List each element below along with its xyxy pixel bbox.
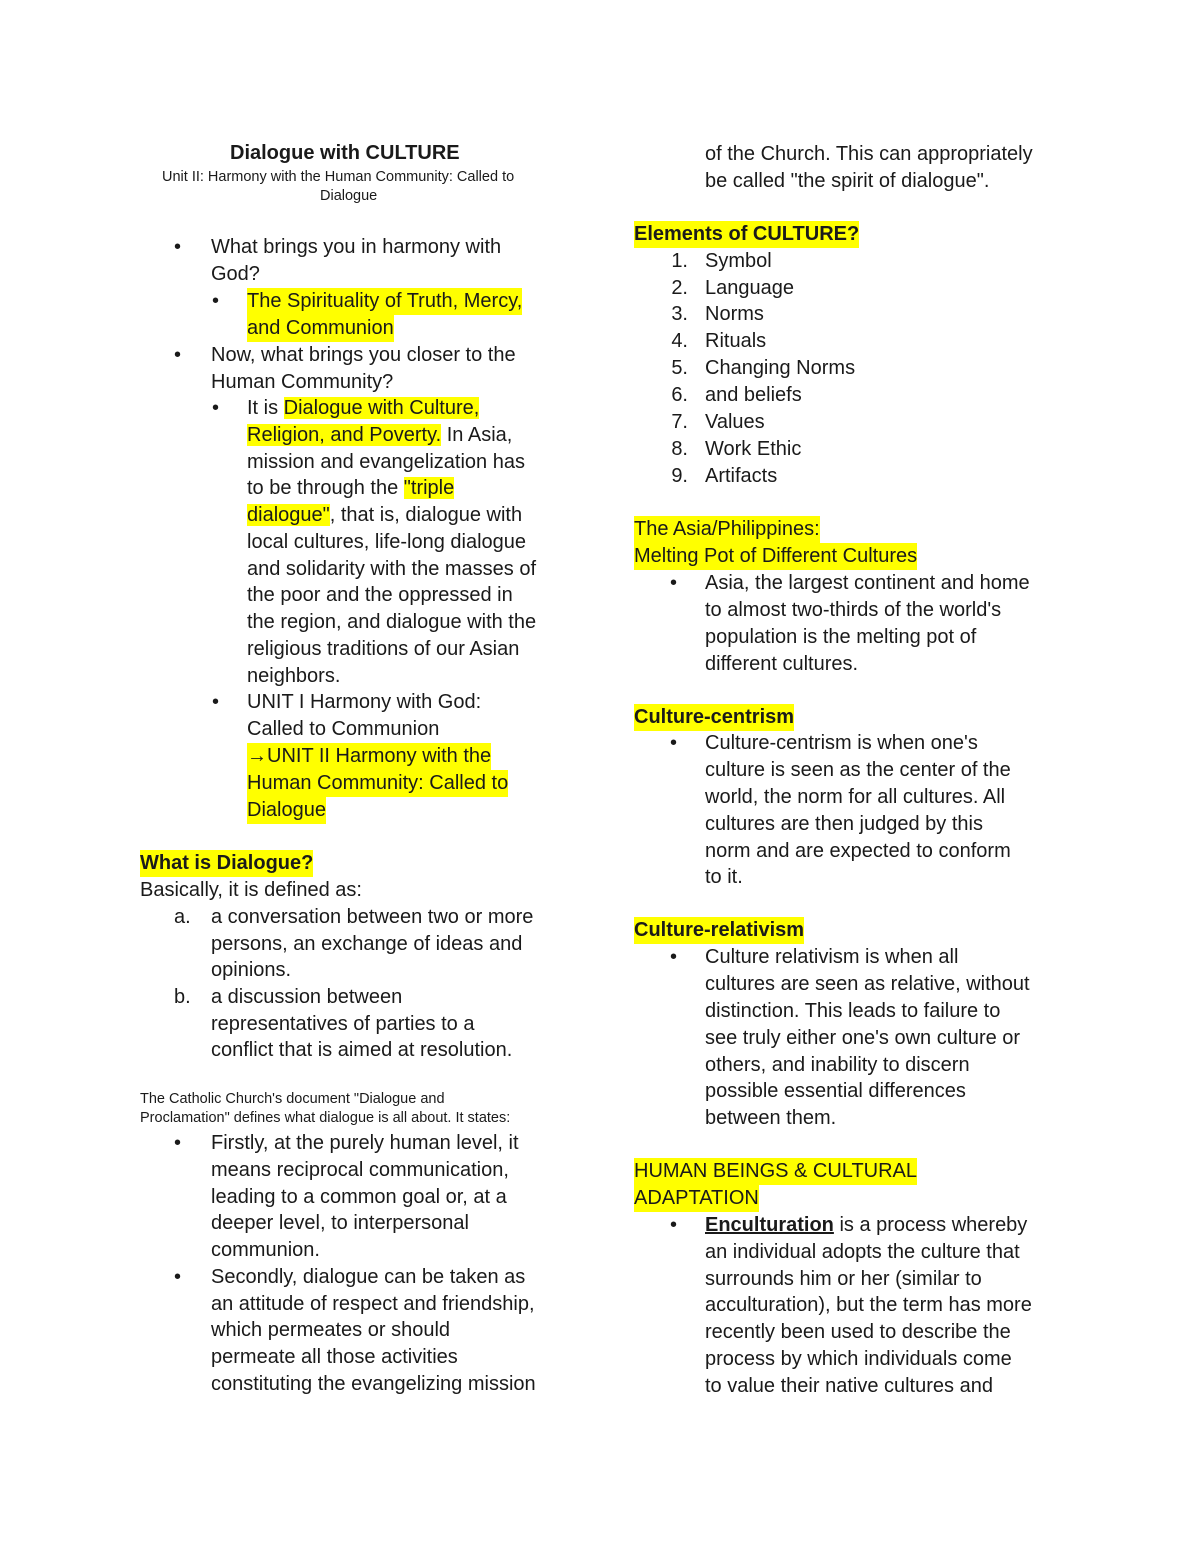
unit2-line2: Human Community: Called to — [247, 770, 508, 797]
unit1-line1: UNIT I Harmony with God: — [247, 691, 482, 713]
firstly-line4: deeper level, to interpersonal — [211, 1212, 469, 1234]
secondly-line1: Secondly, dialogue can be taken as — [211, 1266, 526, 1288]
enculturation-line1: Enculturation is a process whereby — [705, 1214, 1028, 1236]
q2-answer-line8: the poor and the oppressed in — [247, 584, 513, 606]
q2-answer-line3: mission and evangelization has — [247, 451, 525, 473]
unit1-line2: Called to Communion — [247, 718, 440, 740]
def-a-line1: a conversation between two or more — [211, 906, 534, 928]
q2-answer-line1: It is Dialogue with Culture, — [247, 397, 480, 419]
element-item: Symbol — [705, 250, 772, 272]
church-doc-line2: Proclamation" defines what dialogue is all about. It states: — [140, 1110, 511, 1126]
arrow-right-icon: → — [247, 745, 267, 767]
element-number: 7. — [671, 411, 688, 433]
element-number: 1. — [671, 250, 688, 272]
element-item: Changing Norms — [705, 357, 856, 379]
element-number: 9. — [671, 465, 688, 487]
asia-heading-line1: The Asia/Philippines: — [634, 516, 820, 543]
bullet: • — [212, 290, 220, 312]
q2-line2: Human Community? — [211, 371, 394, 393]
secondly-line5: constituting the evangelizing mission — [211, 1373, 536, 1395]
firstly-line5: communion. — [211, 1239, 320, 1261]
relativism-line3: distinction. This leads to failure to — [705, 1000, 1001, 1022]
q2-line1: Now, what brings you closer to the — [211, 344, 516, 366]
q2-answer-line2: Religion, and Poverty. In Asia, — [247, 424, 513, 446]
firstly-line1: Firstly, at the purely human level, it — [211, 1132, 519, 1154]
element-item: Norms — [705, 303, 764, 325]
relativism-line4: see truly either one's own culture or — [705, 1027, 1021, 1049]
q1-line1: What brings you in harmony with — [211, 236, 502, 258]
cont-line1: of the Church. This can appropriately — [705, 143, 1033, 165]
centrism-line5: norm and are expected to conform — [705, 840, 1011, 862]
asia-text-line4: different cultures. — [705, 653, 859, 675]
def-b-line2: representatives of parties to a — [211, 1013, 475, 1035]
enculturation-line2: an individual adopts the culture that — [705, 1241, 1020, 1263]
element-item: Work Ethic — [705, 438, 802, 460]
q1-line2: God? — [211, 263, 260, 285]
asia-text-line3: population is the melting pot of — [705, 626, 977, 648]
relativism-line2: cultures are seen as relative, without — [705, 973, 1030, 995]
dialogue-heading: What is Dialogue? — [140, 850, 313, 877]
def-b-line3: conflict that is aimed at resolution. — [211, 1039, 513, 1061]
human-heading-line1: HUMAN BEINGS & CULTURAL — [634, 1158, 917, 1185]
centrism-line2: culture is seen as the center of the — [705, 759, 1011, 781]
bullet: • — [670, 732, 678, 754]
q1-answer-line2: and Communion — [247, 315, 394, 342]
secondly-line3: which permeates or should — [211, 1319, 451, 1341]
unit2-line3: Dialogue — [247, 797, 326, 824]
centrism-heading: Culture-centrism — [634, 704, 794, 731]
page-subtitle-2: Dialogue — [320, 188, 378, 204]
asia-text-line2: to almost two-thirds of the world's — [705, 599, 1002, 621]
bullet: • — [670, 1214, 678, 1236]
centrism-line6: to it. — [705, 866, 743, 888]
element-number: 6. — [671, 384, 688, 406]
q2-answer-line7: and solidarity with the masses of — [247, 558, 537, 580]
element-item: Language — [705, 277, 794, 299]
bullet: • — [670, 946, 678, 968]
bullet: • — [174, 1132, 182, 1154]
asia-heading-line2: Melting Pot of Different Cultures — [634, 543, 917, 570]
element-item: and beliefs — [705, 384, 802, 406]
centrism-line1: Culture-centrism is when one's — [705, 732, 978, 754]
elements-heading: Elements of CULTURE? — [634, 221, 859, 248]
bullet: • — [212, 397, 220, 419]
q2-answer-line5: dialogue", that is, dialogue with — [247, 504, 523, 526]
list-marker-b: b. — [174, 986, 191, 1008]
human-heading-line2: ADAPTATION — [634, 1185, 759, 1212]
element-number: 3. — [671, 303, 688, 325]
page-title: Dialogue with CULTURE — [230, 142, 460, 164]
element-item: Values — [705, 411, 765, 433]
relativism-line5: others, and inability to discern — [705, 1054, 970, 1076]
q2-answer-line9: the region, and dialogue with the — [247, 611, 537, 633]
page-subtitle: Unit II: Harmony with the Human Community: Called to — [162, 169, 515, 185]
cont-line2: be called "the spirit of dialogue". — [705, 170, 990, 192]
relativism-line7: between them. — [705, 1107, 837, 1129]
dialogue-intro: Basically, it is defined as: — [140, 879, 362, 901]
element-item: Artifacts — [705, 465, 778, 487]
def-b-line1: a discussion between — [211, 986, 403, 1008]
enculturation-line5: recently been used to describe the — [705, 1321, 1011, 1343]
bullet: • — [174, 344, 182, 366]
q2-answer-line4: to be through the "triple — [247, 477, 455, 499]
secondly-line4: permeate all those activities — [211, 1346, 458, 1368]
element-number: 2. — [671, 277, 688, 299]
relativism-line1: Culture relativism is when all — [705, 946, 959, 968]
secondly-line2: an attitude of respect and friendship, — [211, 1293, 535, 1315]
enculturation-line3: surrounds him or her (similar to — [705, 1268, 982, 1290]
enculturation-line6: process by which individuals come — [705, 1348, 1012, 1370]
q1-answer-line1: The Spirituality of Truth, Mercy, — [247, 288, 522, 315]
firstly-line2: means reciprocal communication, — [211, 1159, 509, 1181]
unit2-line1: →UNIT II Harmony with the — [247, 743, 491, 770]
q2-answer-line11: neighbors. — [247, 665, 341, 687]
bullet: • — [212, 691, 220, 713]
enculturation-line4: acculturation), but the term has more — [705, 1294, 1032, 1316]
bullet: • — [174, 236, 182, 258]
centrism-line4: cultures are then judged by this — [705, 813, 983, 835]
church-doc-line1: The Catholic Church's document "Dialogue and — [140, 1091, 445, 1107]
bullet: • — [174, 1266, 182, 1288]
element-number: 5. — [671, 357, 688, 379]
centrism-line3: world, the norm for all cultures. All — [705, 786, 1006, 808]
list-marker-a: a. — [174, 906, 191, 928]
enculturation-line7: to value their native cultures and — [705, 1375, 993, 1397]
relativism-line6: possible essential differences — [705, 1080, 966, 1102]
def-a-line3: opinions. — [211, 959, 292, 981]
def-a-line2: persons, an exchange of ideas and — [211, 933, 523, 955]
q2-answer-line6: local cultures, life-long dialogue — [247, 531, 527, 553]
relativism-heading: Culture-relativism — [634, 917, 804, 944]
element-number: 8. — [671, 438, 688, 460]
element-number: 4. — [671, 330, 688, 352]
bullet: • — [670, 572, 678, 594]
firstly-line3: leading to a common goal or, at a — [211, 1186, 507, 1208]
element-item: Rituals — [705, 330, 767, 352]
q2-answer-line10: religious traditions of our Asian — [247, 638, 520, 660]
asia-text-line1: Asia, the largest continent and home — [705, 572, 1030, 594]
